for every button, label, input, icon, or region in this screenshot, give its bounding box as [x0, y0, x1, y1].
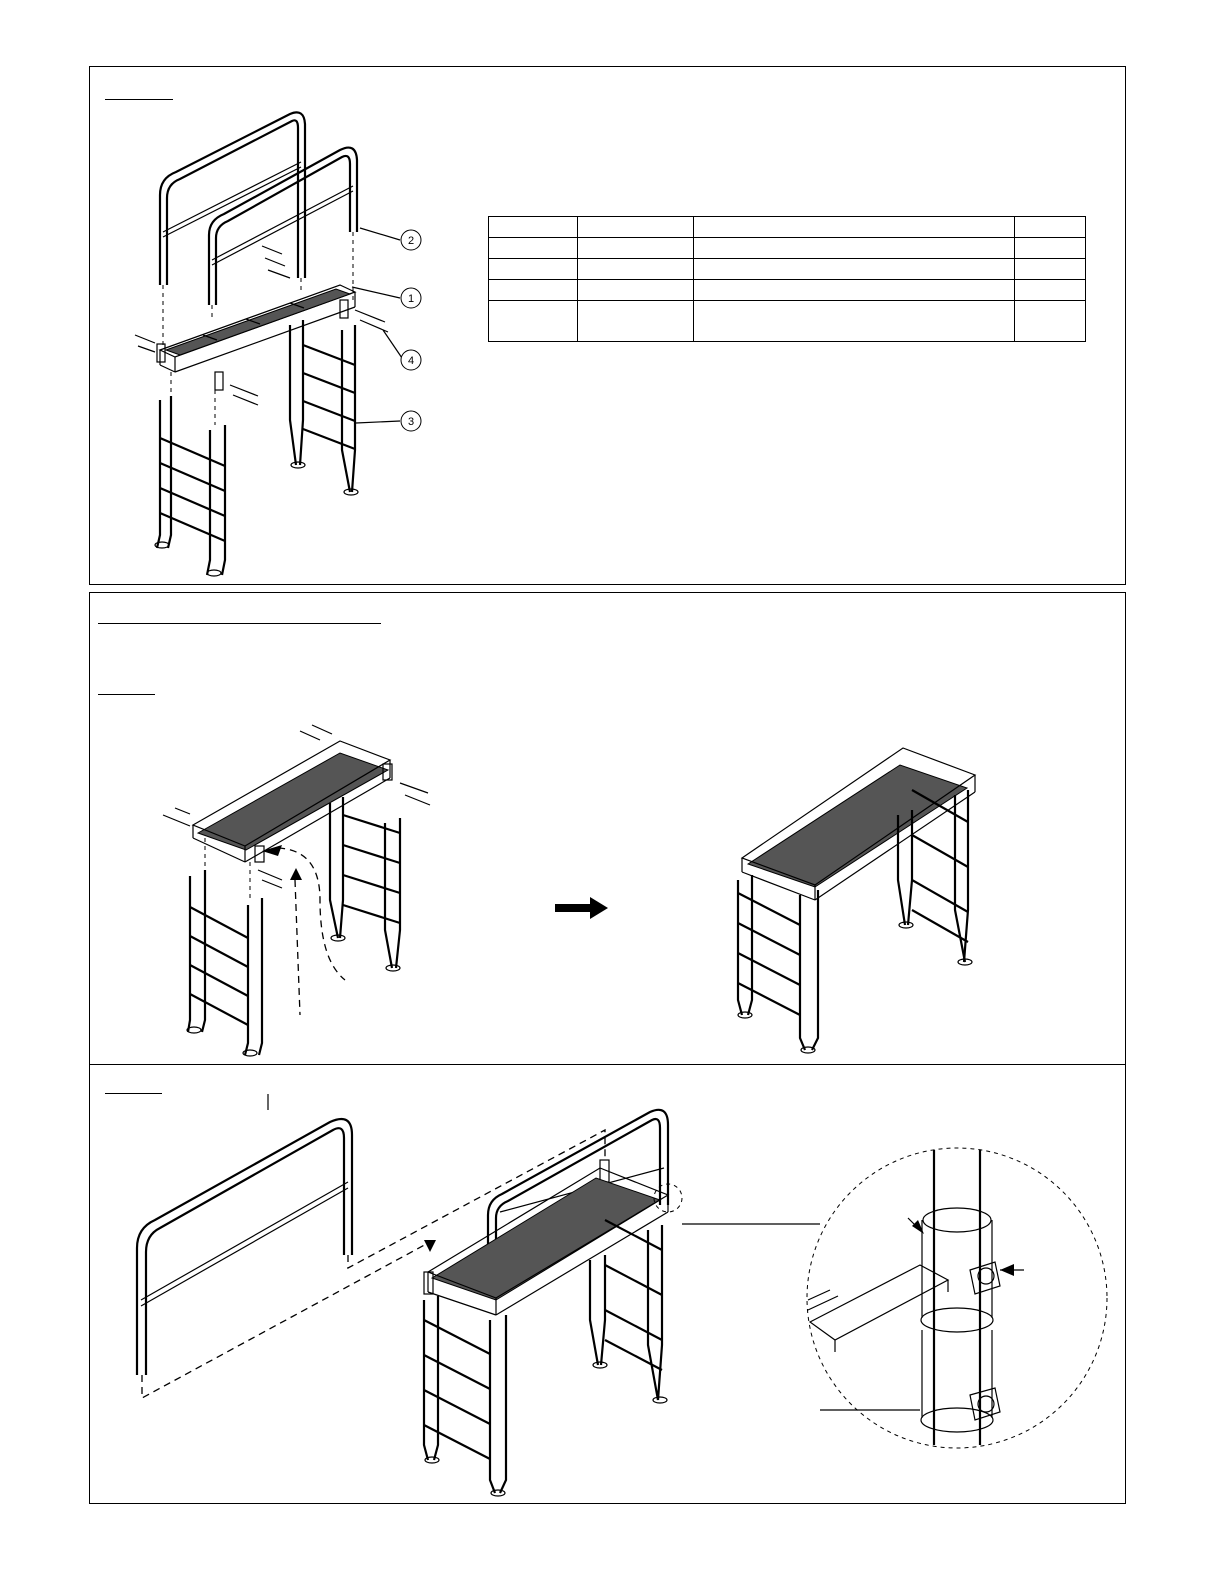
install-path: [142, 1242, 430, 1398]
balloon-1-label: 1: [407, 293, 415, 305]
platform-grating: [424, 1168, 668, 1315]
ladder-left: [424, 1296, 506, 1496]
detail-view: [808, 1150, 1000, 1445]
ladder-right: [590, 1220, 667, 1403]
balloon-4-label: 4: [407, 355, 415, 367]
detail-view-circle: [807, 1148, 1107, 1448]
balloon-2-label: 2: [407, 235, 415, 247]
handrail-detached: [137, 1119, 352, 1375]
balloon-3-label: 3: [407, 416, 415, 428]
